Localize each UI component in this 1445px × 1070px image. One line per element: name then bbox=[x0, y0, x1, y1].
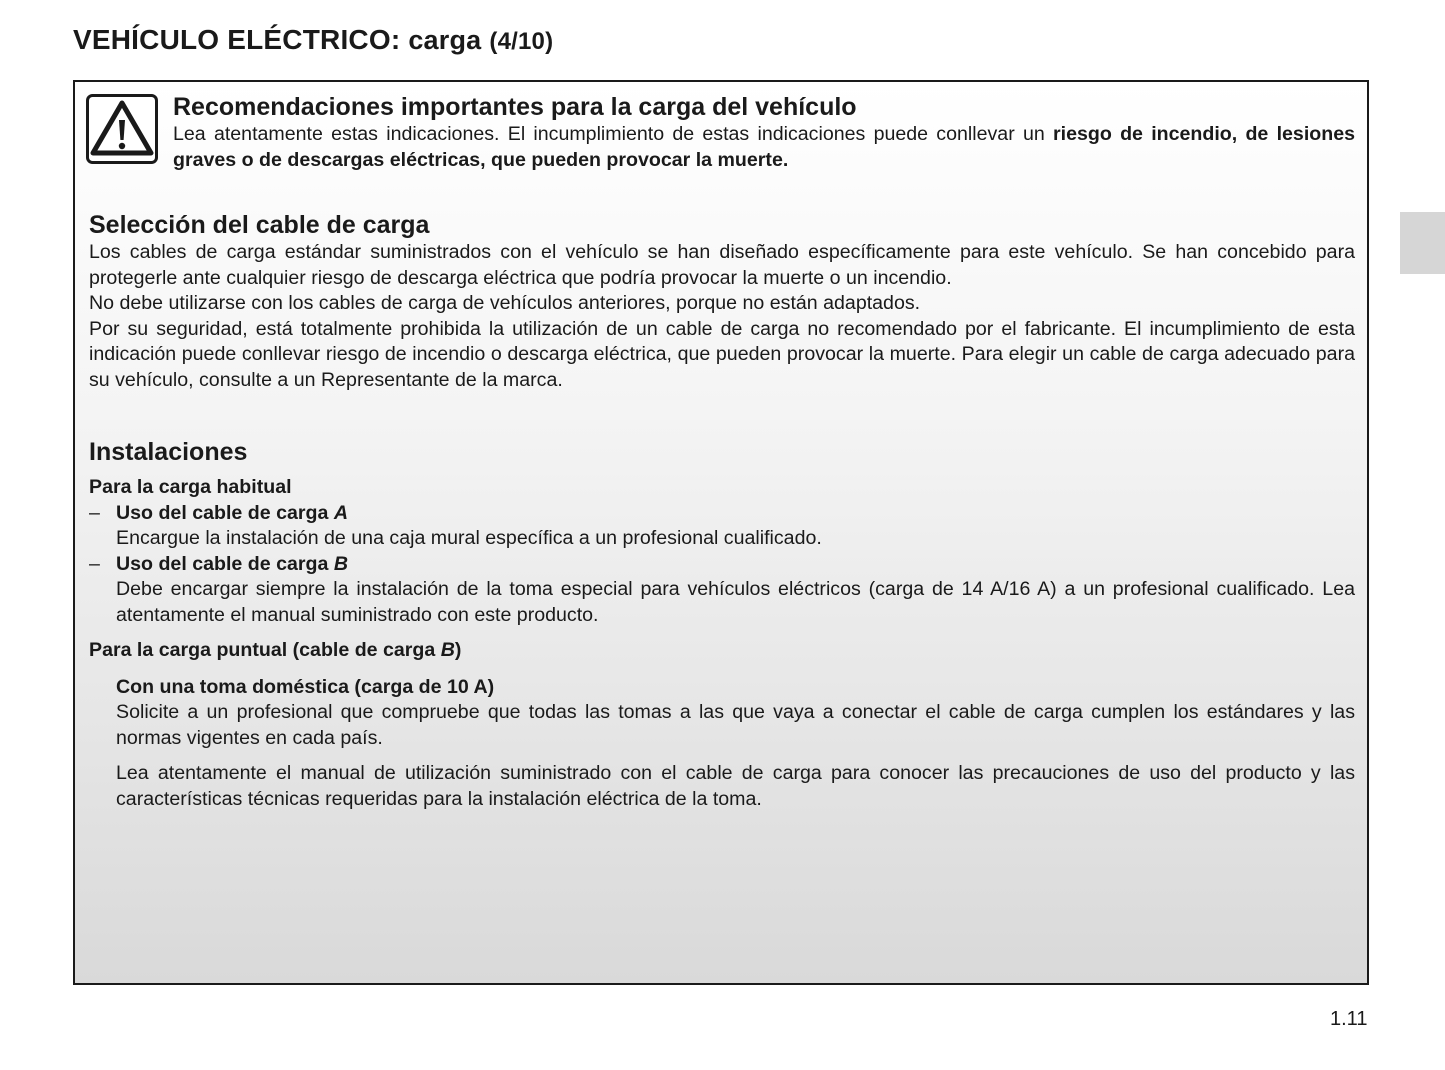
item-cable-a bbox=[89, 501, 1355, 552]
cable-selection-para3: Por su seguridad, está totalmente prohibida la utilización de un cable de carga no recomendado por el fabricante. El incumplimiento de esta indicación puede conllevar riesgo de incendio o descarga eléctrica, que pueden provocar la muerte. Para elegir un cable de carga adecuado para su vehículo, consulte a un Representante de la marca. bbox=[89, 317, 1355, 391]
item-cable-a-text: Encargue la instalación de una caja mural específica a un profesional cualificado. bbox=[116, 527, 822, 549]
cable-selection-para2: No debe utilizarse con los cables de carga de vehículos anteriores, porque no están adaptados. bbox=[89, 292, 921, 314]
dash-bullet: – bbox=[89, 552, 100, 575]
item-cable-a-label bbox=[116, 501, 1355, 527]
page-number: 1.11 bbox=[1330, 1008, 1368, 1030]
item-cable-b bbox=[89, 552, 1355, 629]
warning-text-normal: Lea atentamente estas indicaciones. El incumplimiento de estas indicaciones puede conllevar un bbox=[173, 123, 1054, 145]
cable-selection-heading: Selección del cable de carga bbox=[89, 211, 430, 239]
item-cable-b-label-text: Uso del cable de carga bbox=[116, 552, 334, 575]
item-cable-a-letter: A bbox=[333, 501, 348, 524]
puntual-heading-letter: B bbox=[440, 639, 455, 661]
page-title-sub: carga bbox=[408, 25, 482, 55]
section-tab-marker bbox=[1400, 212, 1445, 274]
puntual-heading-pre: Para la carga puntual (cable de carga bbox=[89, 639, 441, 661]
cable-selection-para1: Los cables de carga estándar suministrados con el vehículo se han diseñado específicamente para este vehículo. Se han concebido para protegerle ante cualquier riesgo de descarga eléctrica que podría provocar la muerte o un incendio. bbox=[89, 241, 1355, 289]
item-cable-b-letter: B bbox=[333, 552, 348, 575]
dash-bullet: – bbox=[89, 501, 100, 524]
content bbox=[89, 92, 1355, 812]
domestic-block bbox=[89, 675, 1355, 813]
warning-text-bold: riesgo de incendio, de lesiones graves o de descargas eléctricas, que pueden provocar la muerte. bbox=[173, 123, 1355, 171]
item-cable-b-text: Debe encargar siempre la instalación de la toma especial para vehículos eléctricos (carga de 14 A/16 A) a un profesional cualificado. Lea atentamente el manual suministrado con este producto. bbox=[116, 578, 1355, 626]
manual-text: Lea atentamente el manual de utilización suministrado con el cable de carga para conocer las precauciones de uso del producto y las características técnicas requeridas para la instalación eléctrica de la toma. bbox=[116, 762, 1355, 810]
installations-heading: Instalaciones bbox=[89, 438, 248, 466]
puntual-heading-post: ) bbox=[454, 639, 462, 661]
warning-heading: Recomendaciones importantes para la carga del vehículo bbox=[173, 93, 857, 121]
page-title bbox=[73, 24, 553, 56]
page-title-main: VEHÍCULO ELÉCTRICO: bbox=[73, 24, 401, 55]
warning-text-block bbox=[173, 92, 1355, 173]
item-cable-a-label-text: Uso del cable de carga bbox=[116, 501, 334, 524]
page-title-number: (4/10) bbox=[489, 28, 554, 55]
item-cable-b-label bbox=[116, 552, 1355, 578]
puntual-heading bbox=[89, 638, 1355, 664]
warning-paragraph bbox=[173, 122, 1355, 173]
habitual-heading: Para la carga habitual bbox=[89, 476, 292, 498]
domestic-text: Solicite a un profesional que compruebe que todas las tomas a las que vaya a conectar el cable de carga cumplen los estándares y las normas vigentes en cada país. bbox=[116, 701, 1355, 749]
domestic-heading: Con una toma doméstica (carga de 10 A) bbox=[116, 675, 495, 698]
